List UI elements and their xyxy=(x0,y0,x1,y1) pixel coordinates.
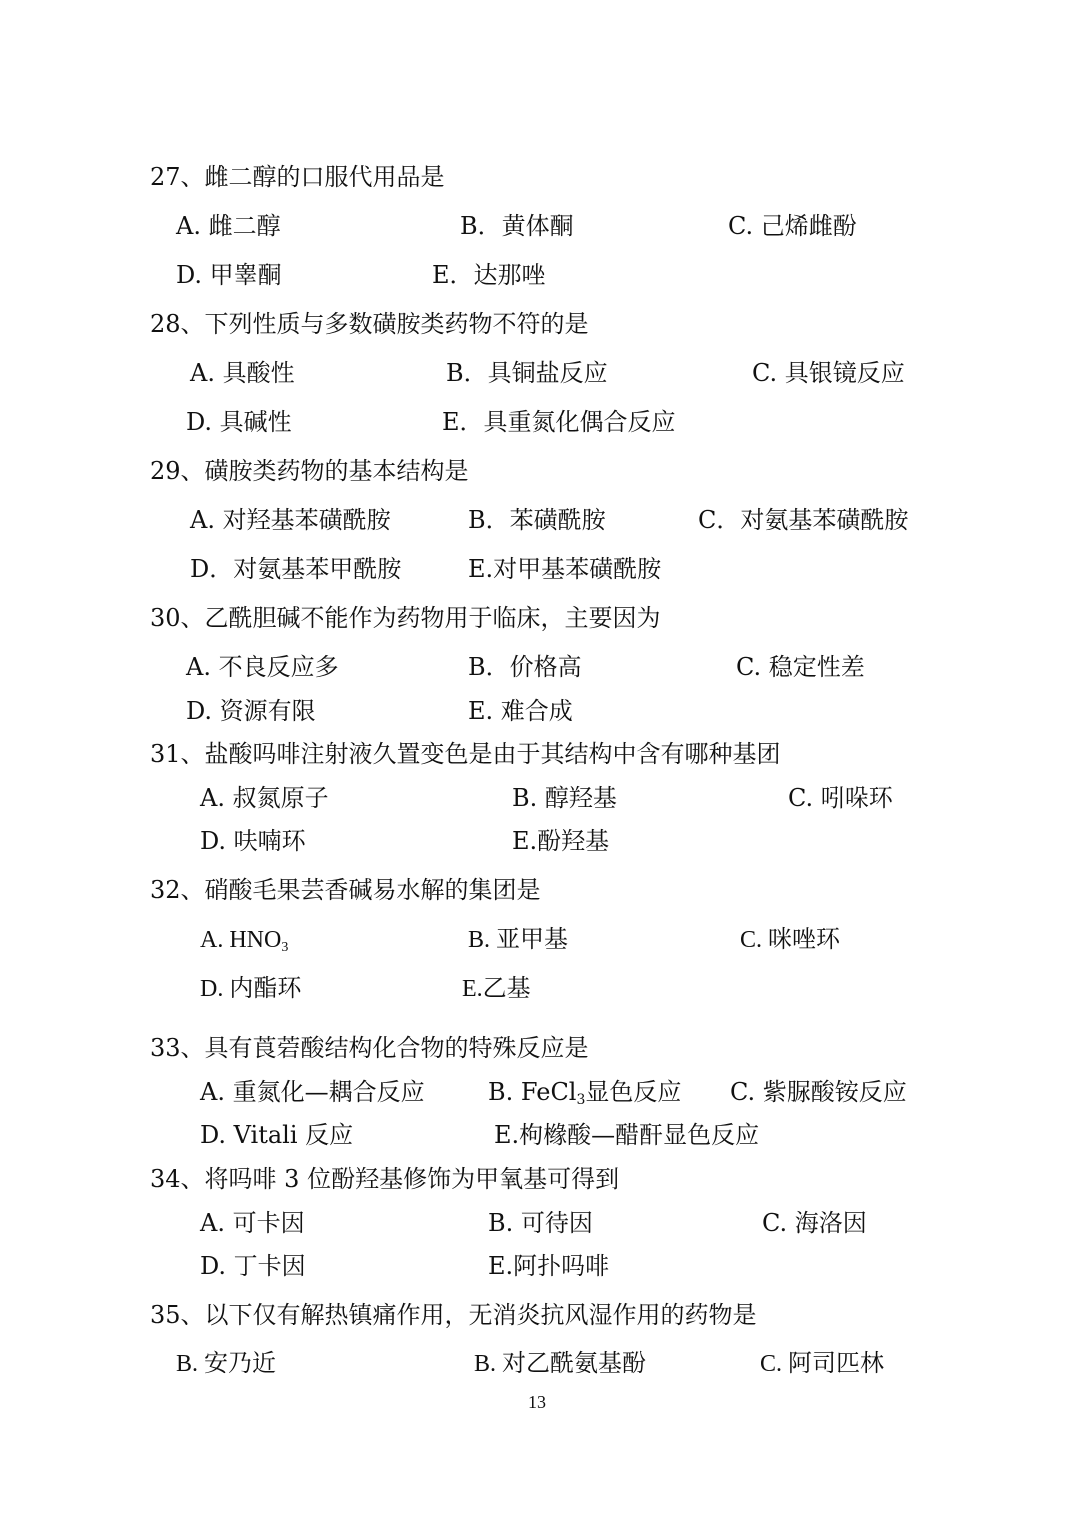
question-33-option-b xyxy=(488,1077,681,1107)
question-28-stem: 28、下列性质与多数磺胺类药物不符的是 xyxy=(150,310,589,338)
question-32-stem: 32、硝酸毛果芸香碱易水解的集团是 xyxy=(150,876,541,904)
question-31-option-a: A. 叔氮原子 xyxy=(200,784,329,812)
question-27-option-a: A. 雌二醇 xyxy=(176,212,281,240)
question-28-option-c: C. 具银镜反应 xyxy=(752,359,905,387)
subscript-3: 3 xyxy=(281,940,289,955)
subscript-3: 3 xyxy=(576,1092,586,1108)
question-31-option-d: D. 呋喃环 xyxy=(200,827,306,855)
question-33-option-b-text: B. FeCl xyxy=(488,1078,577,1106)
page-number: 13 xyxy=(528,1392,546,1412)
question-28-option-e: E．具重氮化偶合反应 xyxy=(442,408,676,436)
question-32-option-c: C. 咪唑环 xyxy=(740,927,841,953)
question-27-stem: 27、雌二醇的口服代用品是 xyxy=(150,163,445,191)
question-34-option-e: E.阿扑吗啡 xyxy=(488,1252,610,1280)
question-34-option-d: D. 丁卡因 xyxy=(200,1252,306,1280)
question-29-option-e: E.对甲基苯磺酰胺 xyxy=(468,555,662,583)
question-32-option-a-text: A. HNO xyxy=(200,927,282,953)
question-34-option-b: B. 可待因 xyxy=(488,1209,593,1237)
question-30-option-d: D. 资源有限 xyxy=(186,697,316,725)
question-35-option-a: B. 安乃近 xyxy=(176,1351,277,1377)
question-31-stem: 31、盐酸吗啡注射液久置变色是由于其结构中含有哪种基团 xyxy=(150,740,781,768)
question-34-stem: 34、将吗啡 3 位酚羟基修饰为甲氧基可得到 xyxy=(150,1165,620,1193)
question-28-option-b: B．具铜盐反应 xyxy=(446,359,608,387)
question-32-option-a xyxy=(200,925,288,955)
question-33-option-c: C. 紫脲酸铵反应 xyxy=(730,1078,907,1106)
question-28-option-a: A. 具酸性 xyxy=(190,359,295,387)
question-30-option-e: E. 难合成 xyxy=(468,697,573,725)
question-33-option-e: E.枸橼酸—醋酐显色反应 xyxy=(494,1121,760,1149)
question-27-option-e: E．达那唑 xyxy=(432,261,546,289)
question-35-option-c: C. 阿司匹林 xyxy=(760,1351,885,1377)
question-31-option-e: E.酚羟基 xyxy=(512,827,610,855)
question-33-stem: 33、具有莨菪酸结构化合物的特殊反应是 xyxy=(150,1034,589,1062)
question-30-stem: 30、乙酰胆碱不能作为药物用于临床，主要因为 xyxy=(150,604,661,632)
question-29-option-d: D．对氨基苯甲酰胺 xyxy=(190,555,402,583)
question-30-option-c: C. 稳定性差 xyxy=(736,653,865,681)
question-27-option-d: D. 甲睾酮 xyxy=(176,261,282,289)
question-35-stem: 35、以下仅有解热镇痛作用，无消炎抗风湿作用的药物是 xyxy=(150,1301,757,1329)
question-33-option-a: A. 重氮化—耦合反应 xyxy=(200,1078,425,1106)
question-31-option-b: B. 醇羟基 xyxy=(512,784,617,812)
question-31-option-c: C. 吲哚环 xyxy=(788,784,893,812)
question-34-option-a: A. 可卡因 xyxy=(200,1209,305,1237)
question-30-option-a: A. 不良反应多 xyxy=(186,653,339,681)
question-34-option-c: C. 海洛因 xyxy=(762,1209,867,1237)
question-32-option-d: D. 内酯环 xyxy=(200,976,302,1002)
question-28-option-d: D. 具碱性 xyxy=(186,408,292,436)
question-35-option-b: B. 对乙酰氨基酚 xyxy=(474,1351,647,1377)
question-29-stem: 29、磺胺类药物的基本结构是 xyxy=(150,457,469,485)
question-27-option-b: B．黄体酮 xyxy=(460,212,574,240)
question-32-option-e: E.乙基 xyxy=(462,976,531,1002)
question-33-option-d: D. Vitali 反应 xyxy=(200,1121,354,1149)
question-29-option-b: B．苯磺酰胺 xyxy=(468,506,606,534)
question-30-option-b: B．价格高 xyxy=(468,653,582,681)
question-27-option-c: C. 己烯雌酚 xyxy=(728,212,857,240)
question-29-option-a: A. 对羟基苯磺酰胺 xyxy=(190,506,391,534)
question-29-option-c: C．对氨基苯磺酰胺 xyxy=(698,506,909,534)
question-33-option-b-suffix: 显色反应 xyxy=(585,1078,682,1106)
question-32-option-b: B. 亚甲基 xyxy=(468,927,569,953)
